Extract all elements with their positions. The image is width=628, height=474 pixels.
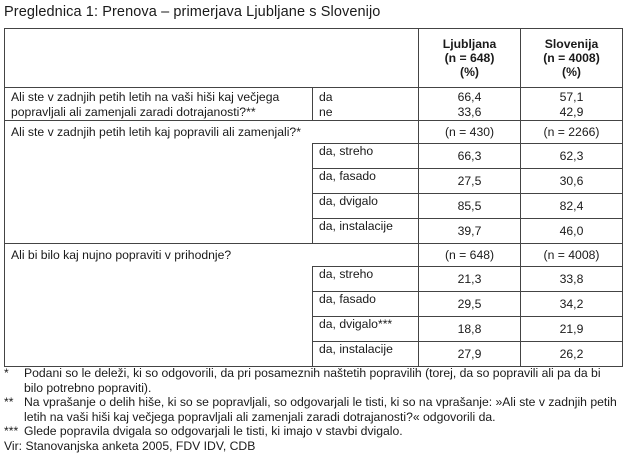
value-ljubljana: 27,9 (419, 342, 521, 367)
value-slovenija: 34,2 (521, 292, 623, 317)
header-ljubljana-unit: (%) (460, 64, 479, 79)
question-1-text: Ali ste v zadnjih petih letih na vaši hiši kaj večjega popravljali ali zamenjali zaradi dotrajanosti?** (5, 88, 313, 121)
footnote-text: Na vprašanje o delih hiše, ki so se popravljali, so odgovarjali le tisti, ki so na vprašanje: »Ali ste v zadnjih petih letih na vaši hiši kaj večjega popravljali ali zamenjali zaradi dotrajanosti?« odgovorili da. (24, 395, 617, 424)
value-slovenija: 57,1 (521, 88, 623, 106)
value-slovenija: 33,8 (521, 267, 623, 292)
question-row (5, 244, 623, 267)
header-ljubljana-name: Ljubljana (442, 37, 497, 52)
source-note: Vir: Stanovanjska anketa 2005, FDV IDV, CDB (4, 438, 256, 453)
answer-label: da, instalacije (313, 219, 419, 244)
footnote-marker: *** (4, 424, 19, 438)
value-ljubljana: 33,6 (419, 105, 521, 121)
value-slovenija: 42,9 (521, 105, 623, 121)
header-ljubljana (419, 29, 521, 88)
table-caption: Preglednica 1: Prenova – primerjava Ljubljane s Slovenijo (4, 4, 381, 20)
value-ljubljana: 39,7 (419, 219, 521, 244)
header-slovenija-unit: (%) (562, 64, 581, 79)
table-row (5, 169, 623, 194)
value-ljubljana: 66,3 (419, 144, 521, 169)
footnote-text: Glede popravila dvigala so odgovarjali le tisti, ki imajo v stavbi dvigalo. (24, 424, 403, 438)
footnote (4, 366, 622, 395)
table-row (5, 342, 623, 367)
header-empty-cell (5, 29, 419, 88)
header-slovenija-n: (n = 4008) (543, 51, 600, 66)
empty-cell (5, 169, 313, 194)
question-row (5, 121, 623, 144)
value-ljubljana: 29,5 (419, 292, 521, 317)
empty-cell (5, 219, 313, 244)
table-row (5, 317, 623, 342)
footnote (4, 424, 622, 439)
table-row (5, 219, 623, 244)
value-ljubljana: 85,5 (419, 194, 521, 219)
answer-label: da, instalacije (313, 342, 419, 367)
footnote-text: Podani so le deleži, ki so odgovorili, da pri posameznih naštetih popravilih (torej, da so popravili ali pa da bi bilo potrebno popraviti). (24, 366, 601, 395)
empty-cell (5, 317, 313, 342)
sample-size-slovenija: (n = 2266) (521, 121, 623, 144)
header-slovenija (521, 29, 623, 88)
value-slovenija: 21,9 (521, 317, 623, 342)
header-ljubljana-n: (n = 648) (444, 51, 495, 66)
table-row (5, 144, 623, 169)
sample-size-ljubljana: (n = 648) (419, 244, 521, 267)
answer-label: da, dvigalo*** (313, 317, 419, 342)
header-row (5, 29, 623, 88)
value-slovenija: 62,3 (521, 144, 623, 169)
value-ljubljana: 18,8 (419, 317, 521, 342)
value-slovenija: 46,0 (521, 219, 623, 244)
answer-label: da, fasado (313, 169, 419, 194)
empty-cell (5, 292, 313, 317)
header-slovenija-name: Slovenija (544, 37, 599, 52)
footnote-marker: * (4, 366, 9, 380)
footnotes (4, 366, 622, 453)
value-ljubljana: 21,3 (419, 267, 521, 292)
empty-cell (5, 342, 313, 367)
table-row (5, 194, 623, 219)
empty-cell (5, 194, 313, 219)
empty-cell (5, 144, 313, 169)
comparison-table (4, 28, 623, 367)
question-3-text: Ali bi bilo kaj nujno popraviti v prihodnje? (5, 244, 419, 267)
question-2-text: Ali ste v zadnjih petih letih kaj popravili ali zamenjali?* (5, 121, 419, 144)
table-row (5, 88, 623, 106)
answer-label: da, streho (313, 144, 419, 169)
table-row (5, 267, 623, 292)
footnote-marker: ** (4, 395, 14, 409)
table-row (5, 292, 623, 317)
footnote (4, 395, 622, 424)
sample-size-ljubljana: (n = 430) (419, 121, 521, 144)
answer-label: da (313, 88, 419, 106)
answer-label: da, dvigalo (313, 194, 419, 219)
empty-cell (5, 267, 313, 292)
answer-label: da, fasado (313, 292, 419, 317)
value-ljubljana: 27,5 (419, 169, 521, 194)
value-slovenija: 26,2 (521, 342, 623, 367)
answer-label: ne (313, 105, 419, 121)
value-slovenija: 82,4 (521, 194, 623, 219)
value-ljubljana: 66,4 (419, 88, 521, 106)
value-slovenija: 30,6 (521, 169, 623, 194)
answer-label: da, streho (313, 267, 419, 292)
sample-size-slovenija: (n = 4008) (521, 244, 623, 267)
